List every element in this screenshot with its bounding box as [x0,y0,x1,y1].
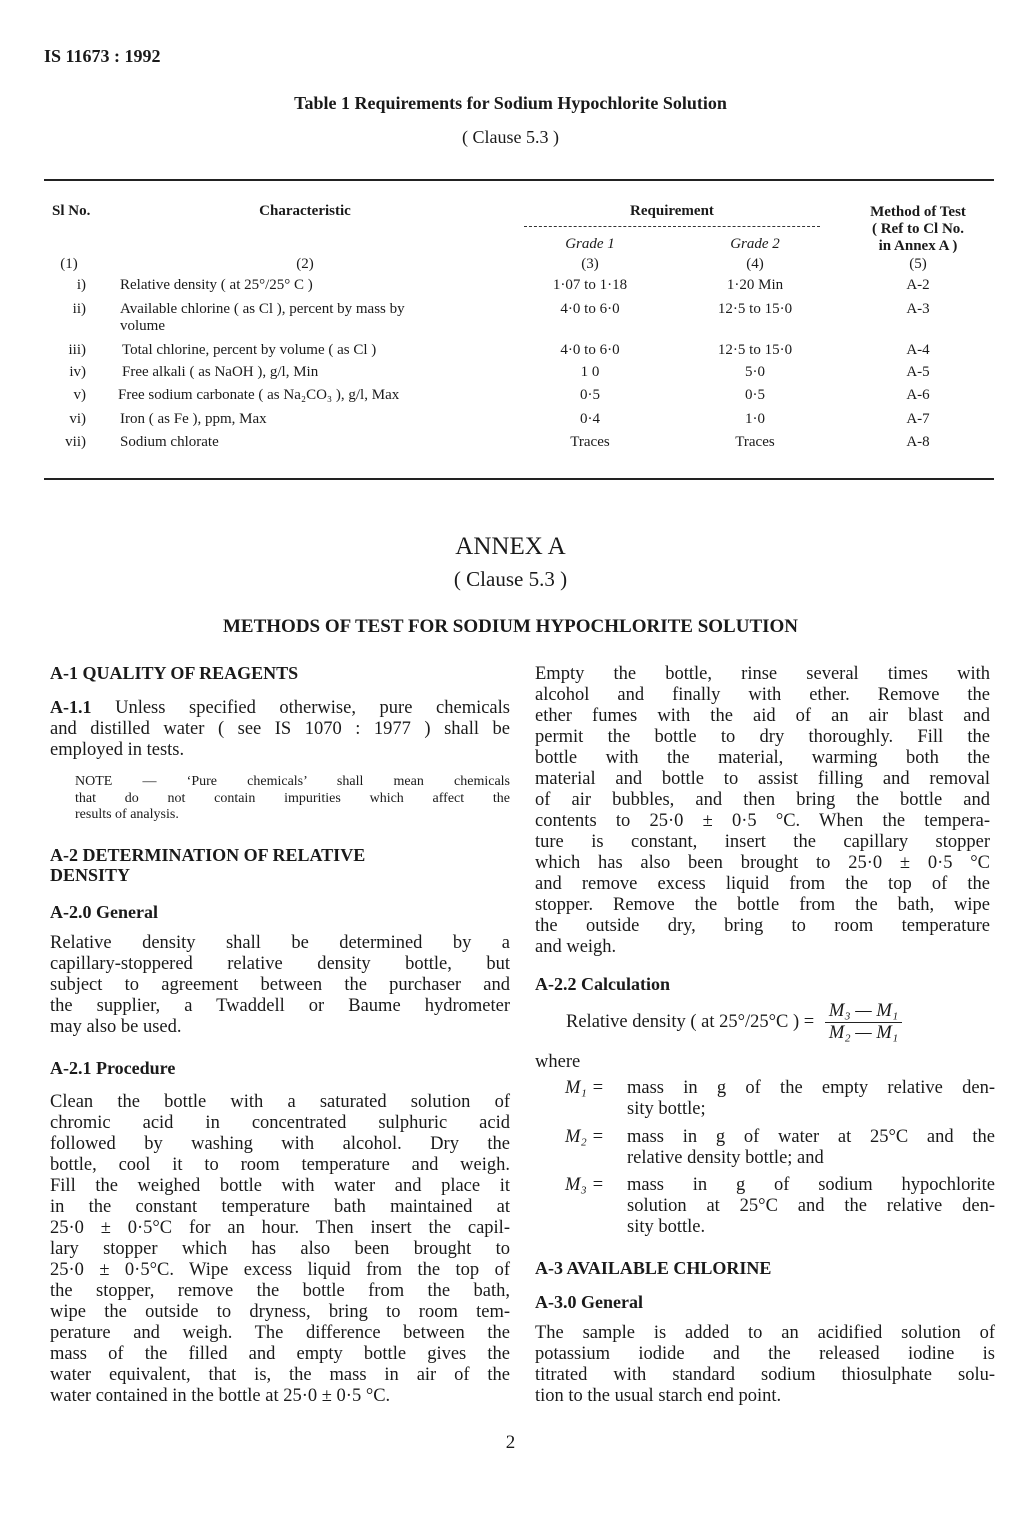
paragraph-line: capillary-stoppered relative density bottle, but [50,954,510,974]
paragraph-line: Fill the weighed bottle with water and place it [50,1176,510,1196]
note-line: NOTE — ‘Pure chemicals’ shall mean chemicals [75,774,510,789]
paragraph-line: which has also been brought to 25·0 ± 0·5 °C [535,853,990,873]
paragraph-line: Clean the bottle with a saturated solution of [50,1092,510,1112]
row-grade1: 0·5 [580,387,600,403]
paragraph-line: the supplier, a Twaddell or Baume hydrometer [50,996,510,1016]
formula [566,1001,902,1044]
col-number-4: (4) [746,256,764,272]
col-number-1: (1) [60,256,78,272]
definition-line: relative density bottle; and [627,1148,824,1168]
row-characteristic: Available chlorine ( as Cl ), percent by mass by [120,301,405,317]
row-grade2: 12·5 to 15·0 [717,301,793,317]
row-characteristic: Free alkali ( as NaOH ), g/l, Min [122,364,319,380]
row-sl: ii) [72,301,86,317]
continuation-paragraph [535,664,990,958]
header-method [838,204,998,255]
col-number-3: (3) [581,256,599,272]
paragraph-line: tion to the usual starch end point. [535,1386,782,1406]
paragraph-line: Empty the bottle, rinse several times with [535,664,990,684]
row-grade2: 5·0 [745,364,765,380]
a2-heading-line: DENSITY [50,865,131,885]
document-id: IS 11673 : 1992 [44,46,161,66]
note-line: results of analysis. [75,807,179,822]
paragraph-line: followed by washing with alcohol. Dry the [50,1134,510,1154]
row-grade2: 1·20 Min [726,277,784,293]
table-clause: ( Clause 5.3 ) [462,127,559,147]
paragraph-line: ether fumes with the aid of an air blast and [535,706,990,726]
a20-heading: A-2.0 General [50,902,158,922]
a21-paragraph [50,1092,510,1407]
col-number-2: (2) [296,256,314,272]
table-title: Table 1 Requirements for Sodium Hypochlorite Solution [294,93,727,113]
row-characteristic: Sodium chlorate [120,434,219,450]
paragraph-line: perature and weigh. The difference between the [50,1323,510,1343]
requirement-brace [524,226,820,235]
table-top-rule [44,179,994,181]
header-requirement: Requirement [630,203,714,219]
page-number: 2 [505,1432,516,1453]
paragraph-line: chromic acid in concentrated sulphuric acid [50,1113,510,1133]
definition-line: sity bottle. [627,1217,706,1237]
note [75,774,510,824]
row-grade2: 12·5 to 15·0 [717,342,793,358]
row-method: A-5 [906,364,930,380]
row-grade1: 0·4 [580,411,600,427]
paragraph-line: 25·0 ± 0·5°C. Wipe excess liquid from the top of [50,1260,510,1280]
paragraph-line: Relative density shall be determined by a [50,933,510,953]
row-grade1: 1 0 [580,364,600,380]
row-method: A-8 [906,434,930,450]
paragraph-line: the outside dry, bring to room temperature [535,916,990,936]
definition-line: mass in g of the empty relative den- [627,1078,995,1098]
row-grade1: 4·0 to 6·0 [560,342,620,358]
a11-line: employed in tests. [50,740,185,760]
definition-item [565,1078,995,1120]
header-method-line2: ( Ref to Cl No. [871,221,965,237]
a1-heading: A-1 QUALITY OF REAGENTS [50,663,299,683]
paragraph-line: wipe the outside to dryness, bring to room tem- [50,1302,510,1322]
a11-line: Unless specified otherwise, pure chemicals [115,698,510,718]
definition-line: mass in g of sodium hypochlorite [627,1175,995,1195]
row-grade1: Traces [570,434,610,450]
paragraph-line: material and bottle to assist filling and removal [535,769,990,789]
row-characteristic: Total chlorine, percent by volume ( as Cl ) [122,342,377,358]
row-sl: i) [76,277,86,293]
formula-denominator: M₂ — M₁ [828,1023,899,1043]
a20-paragraph [50,933,510,1038]
formula-lhs: Relative density ( at 25°/25°C ) = [566,1011,815,1032]
row-grade1: 1·07 to 1·18 [552,277,628,293]
row-method: A-6 [906,387,930,403]
row-grade2: Traces [735,434,775,450]
paragraph-line: potassium iodide and the released iodine is [535,1344,995,1364]
paragraph-line: bottle, cool it to room temperature and weigh. [50,1155,510,1175]
row-method: A-3 [906,301,930,317]
table-bottom-rule [44,478,994,480]
paragraph-line: titrated with standard sodium thiosulphate solu- [535,1365,995,1385]
annex-heading: METHODS OF TEST FOR SODIUM HYPOCHLORITE SOLUTION [222,616,799,637]
definition-item [565,1127,995,1169]
a22-heading: A-2.2 Calculation [535,974,670,994]
header-grade1: Grade 1 [565,236,615,252]
row-grade2: 1·0 [745,411,765,427]
row-characteristic: Relative density ( at 25°/25° C ) [120,277,313,293]
a11-paragraph [50,697,510,761]
row-sl: iii) [68,342,86,358]
a11-line: and distilled water ( see IS 1070 : 1977 ) shall be [50,719,510,739]
a3-heading: A-3 AVAILABLE CHLORINE [535,1258,772,1278]
a2-heading-line: A-2 DETERMINATION OF RELATIVE [50,845,366,865]
paragraph-line: subject to agreement between the purchaser and [50,975,510,995]
paragraph-line: water contained in the bottle at 25·0 ± 0·5 °C. [50,1386,391,1406]
paragraph-line: bottle with the material, warming both the [535,748,990,768]
paragraph-line: water equivalent, that is, the mass in air of the [50,1365,510,1385]
a30-paragraph [535,1323,995,1407]
paragraph-line: permit the bottle to dry thoroughly. Fill the [535,727,990,747]
a11-number: A-1.1 [50,697,92,717]
a2-heading [50,845,365,885]
definition-line: mass in g of water at 25°C and the [627,1127,995,1147]
paragraph-line: the stopper, remove the bottle from the bath, [50,1281,510,1301]
header-characteristic: Characteristic [259,203,351,219]
where-label: where [535,1052,581,1072]
paragraph-line: in the constant temperature bath maintained at [50,1197,510,1217]
header-method-line3: in Annex A ) [878,238,958,254]
row-characteristic: Free sodium carbonate ( as Na₂CO₃ ), g/l, Max [118,387,400,403]
definition-symbol: M₁ = [565,1078,604,1098]
paragraph-line: alcohol and finally with ether. Remove the [535,685,990,705]
annex-title: ANNEX A [455,533,566,560]
row-characteristic-cont: volume [120,318,165,334]
header-method-line1: Method of Test [870,204,966,220]
row-sl: v) [73,387,86,403]
definition-symbol: M₂ = [565,1127,604,1147]
row-grade2: 0·5 [745,387,765,403]
paragraph-line: ture is constant, insert the capillary stopper [535,832,990,852]
a21-heading: A-2.1 Procedure [50,1058,176,1078]
paragraph-line: contents to 25·0 ± 0·5 °C. When the tempera- [535,811,990,831]
paragraph-line: mass of the filled and empty bottle gives the [50,1344,510,1364]
paragraph-line: lary stopper which has also been brought to [50,1239,510,1259]
note-line: that do not contain impurities which affect the [75,790,510,806]
header-grade2: Grade 2 [730,236,780,252]
paragraph-line: 25·0 ± 0·5°C for an hour. Then insert the capil- [50,1218,510,1238]
definition-line: sity bottle; [627,1099,706,1119]
definition-item [565,1175,995,1238]
col-number-5: (5) [909,256,927,272]
paragraph-line: of air bubbles, and then bring the bottle and [535,790,990,810]
paragraph-line: The sample is added to an acidified solution of [535,1323,995,1343]
row-sl: vii) [65,434,86,450]
row-sl: iv) [69,364,86,380]
row-method: A-7 [906,411,930,427]
definition-symbol: M₃ = [565,1175,604,1195]
a30-heading: A-3.0 General [535,1292,643,1312]
row-grade1: 4·0 to 6·0 [560,301,620,317]
row-sl: vi) [69,411,86,427]
formula-numerator: M₃ — M₁ [825,1001,902,1023]
paragraph-line: and remove excess liquid from the top of the [535,874,990,894]
paragraph-line: stopper. Remove the bottle from the bath, wipe [535,895,990,915]
paragraph-line: may also be used. [50,1017,182,1037]
definition-line: solution at 25°C and the relative den- [627,1196,995,1216]
formula-fraction [825,1001,902,1044]
row-method: A-2 [906,277,930,293]
header-sl-no: Sl No. [52,203,91,219]
annex-clause: ( Clause 5.3 ) [453,567,568,591]
row-characteristic: Iron ( as Fe ), ppm, Max [120,411,267,427]
row-method: A-4 [906,342,930,358]
paragraph-line: and weigh. [535,937,617,957]
